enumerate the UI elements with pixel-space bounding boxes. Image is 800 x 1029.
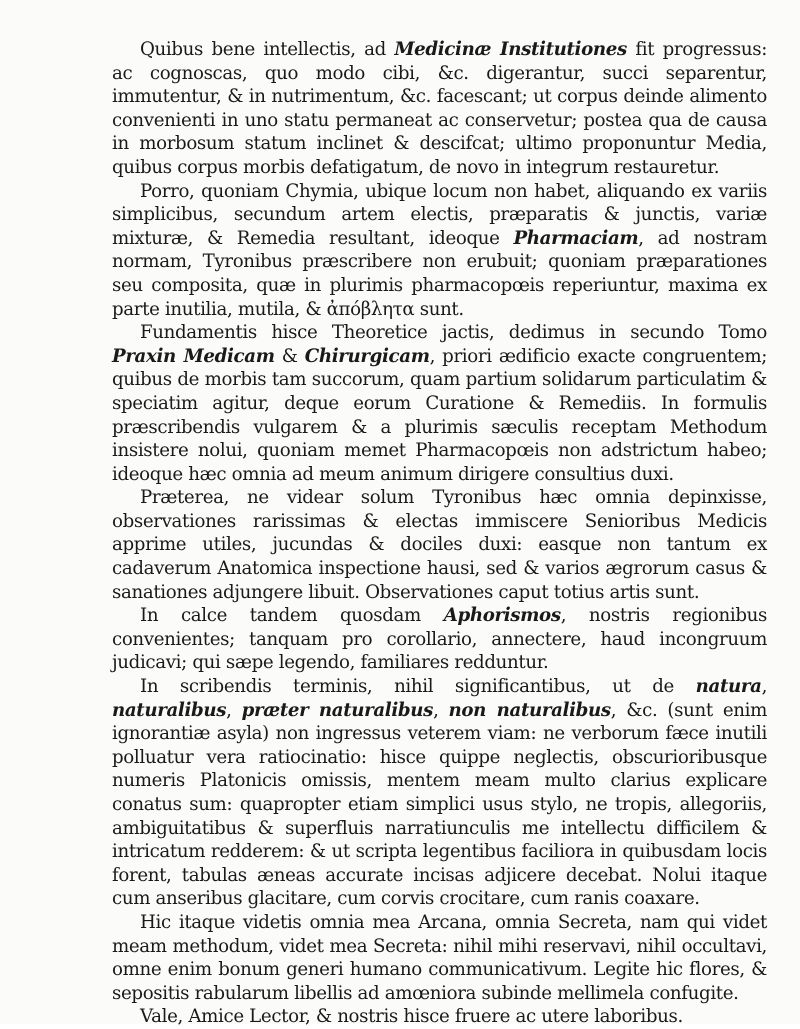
text-run: Vale, Amice Lector, & nostris hisce fruere ac utere laboribus.: [140, 1006, 683, 1028]
paragraph-2: [112, 180, 767, 322]
paragraph-6: [112, 675, 767, 911]
text-run: ,: [761, 676, 767, 698]
text-run: ,: [433, 699, 449, 721]
text-run: Hic itaque videtis omnia mea Arcana, omnia Secreta, nam qui videt meam methodum, videt mea Secreta: nihil mihi reservavi, nihil occultavi, omne enim bonum generi humano communicativum. Legite hic flores, & sepositis rabularum libellis ad amœniora subinde mellimela confugite.: [112, 911, 767, 1004]
text-run: Quibus bene intellectis, ad: [140, 39, 395, 60]
paragraph-8: [112, 1005, 767, 1029]
italic-term: præter naturalibus: [241, 699, 434, 721]
text-run: ,: [226, 699, 242, 721]
text-run: , nostris regionibus convenientes; tanquam pro corollario, annectere, haud incongruum judicavi; qui sæpe legendo, familiares redduntur.: [112, 605, 767, 674]
paragraph-7: [112, 911, 767, 1005]
text-run: fit progressus: ac cognoscas, quo modo cibi, &c. digerantur, succi separentur, immutentur, & in nutrimentum, &c. facescant; ut corpus deinde alimento convenienti in uno statu permaneat ac conservetur; postea qua de causa in morbosum statum inclinet & descifcat; ultimo proponuntur Media, quibus corpus morbis defatigatum, de novo in integrum restauretur.: [112, 39, 767, 178]
text-run: In scribendis terminis, nihil significantibus, ut de: [140, 676, 696, 698]
italic-term: Medicinæ Institutiones: [394, 39, 627, 60]
paragraph-5: [112, 604, 767, 675]
italic-term: naturalibus: [112, 699, 227, 721]
italic-term: Praxin Medicam: [112, 345, 275, 367]
italic-term: Pharmaciam: [513, 227, 639, 249]
paragraph-1: [112, 38, 767, 180]
text-run: Fundamentis hisce Theoretice jactis, dedimus in secundo Tomo: [140, 322, 767, 344]
italic-term: non naturalibus: [448, 699, 611, 721]
body-text: [112, 38, 767, 1029]
text-run: , &c. (sunt enim ignorantiæ asyla) non ingressus veterem viam: ne verborum fæce inutili polluatur vera ratiocinatio: hisce quippe neglectis, obscurioribusque numeris Platonicis omissis, mentem meam multo clarius explicare conatus sum: quapropter etiam simplici usus stylo, ne tropis, allegoriis, ambiguitatibus & superfluis narratiunculis me intellectu difficilem & intricatum redderem: & ut scripta legentibus faciliora in quibusdam locis forent, tabulas æneas accurate incisas adjicere decebat. Nolui itaque cum anseribus glacitare, cum corvis crocitare, cum ranis coaxare.: [112, 699, 767, 910]
text-run: , priori ædificio exacte congruentem; quibus de morbis tam succorum, quam partium solidarum particulatim & speciatim agitur, deque eorum Curatione & Remediis. In formulis præscribendis vulgarem & a plurimis sæculis receptam Methodum insistere nolui, quoniam memet Pharmacopœis non adstrictum habeo; ideoque hæc omnia ad meum animum dirigere consultius duxi.: [112, 345, 767, 485]
italic-term: Chirurgicam: [304, 345, 430, 367]
italic-term: Aphorismos: [443, 605, 561, 627]
italic-term: natura: [695, 676, 762, 698]
text-run: Porro, quoniam Chymia, ubique locum non habet, aliquando ex variis simplicibus, secundum artem electis, præparatis & junctis, variæ mixturæ, & Remedia resultant, ideoque: [112, 180, 767, 249]
paragraph-4: [112, 486, 767, 604]
text-run: In calce tandem quosdam: [140, 605, 444, 627]
text-run: Præterea, ne videar solum Tyronibus hæc omnia depinxisse, observationes rarissimas & electas immiscere Senioribus Medicis apprime utiles, jucundas & dociles duxi: easque non tantum ex cadaverum Anatomica inspectione hausi, sed & varios ægrorum casus & sanationes adjungere libuit. Observationes caput totius artis sunt.: [112, 487, 767, 603]
text-run: &: [274, 345, 305, 367]
text-run: , ad nostram normam, Tyronibus præscribere non erubuit; quoniam præparationes seu composita, quæ in plurimis pharmacopœis reperiuntur, maxima ex parte inutilia, mutila, & ἀπόβλητα sunt.: [112, 227, 767, 320]
paragraph-3: [112, 321, 767, 486]
